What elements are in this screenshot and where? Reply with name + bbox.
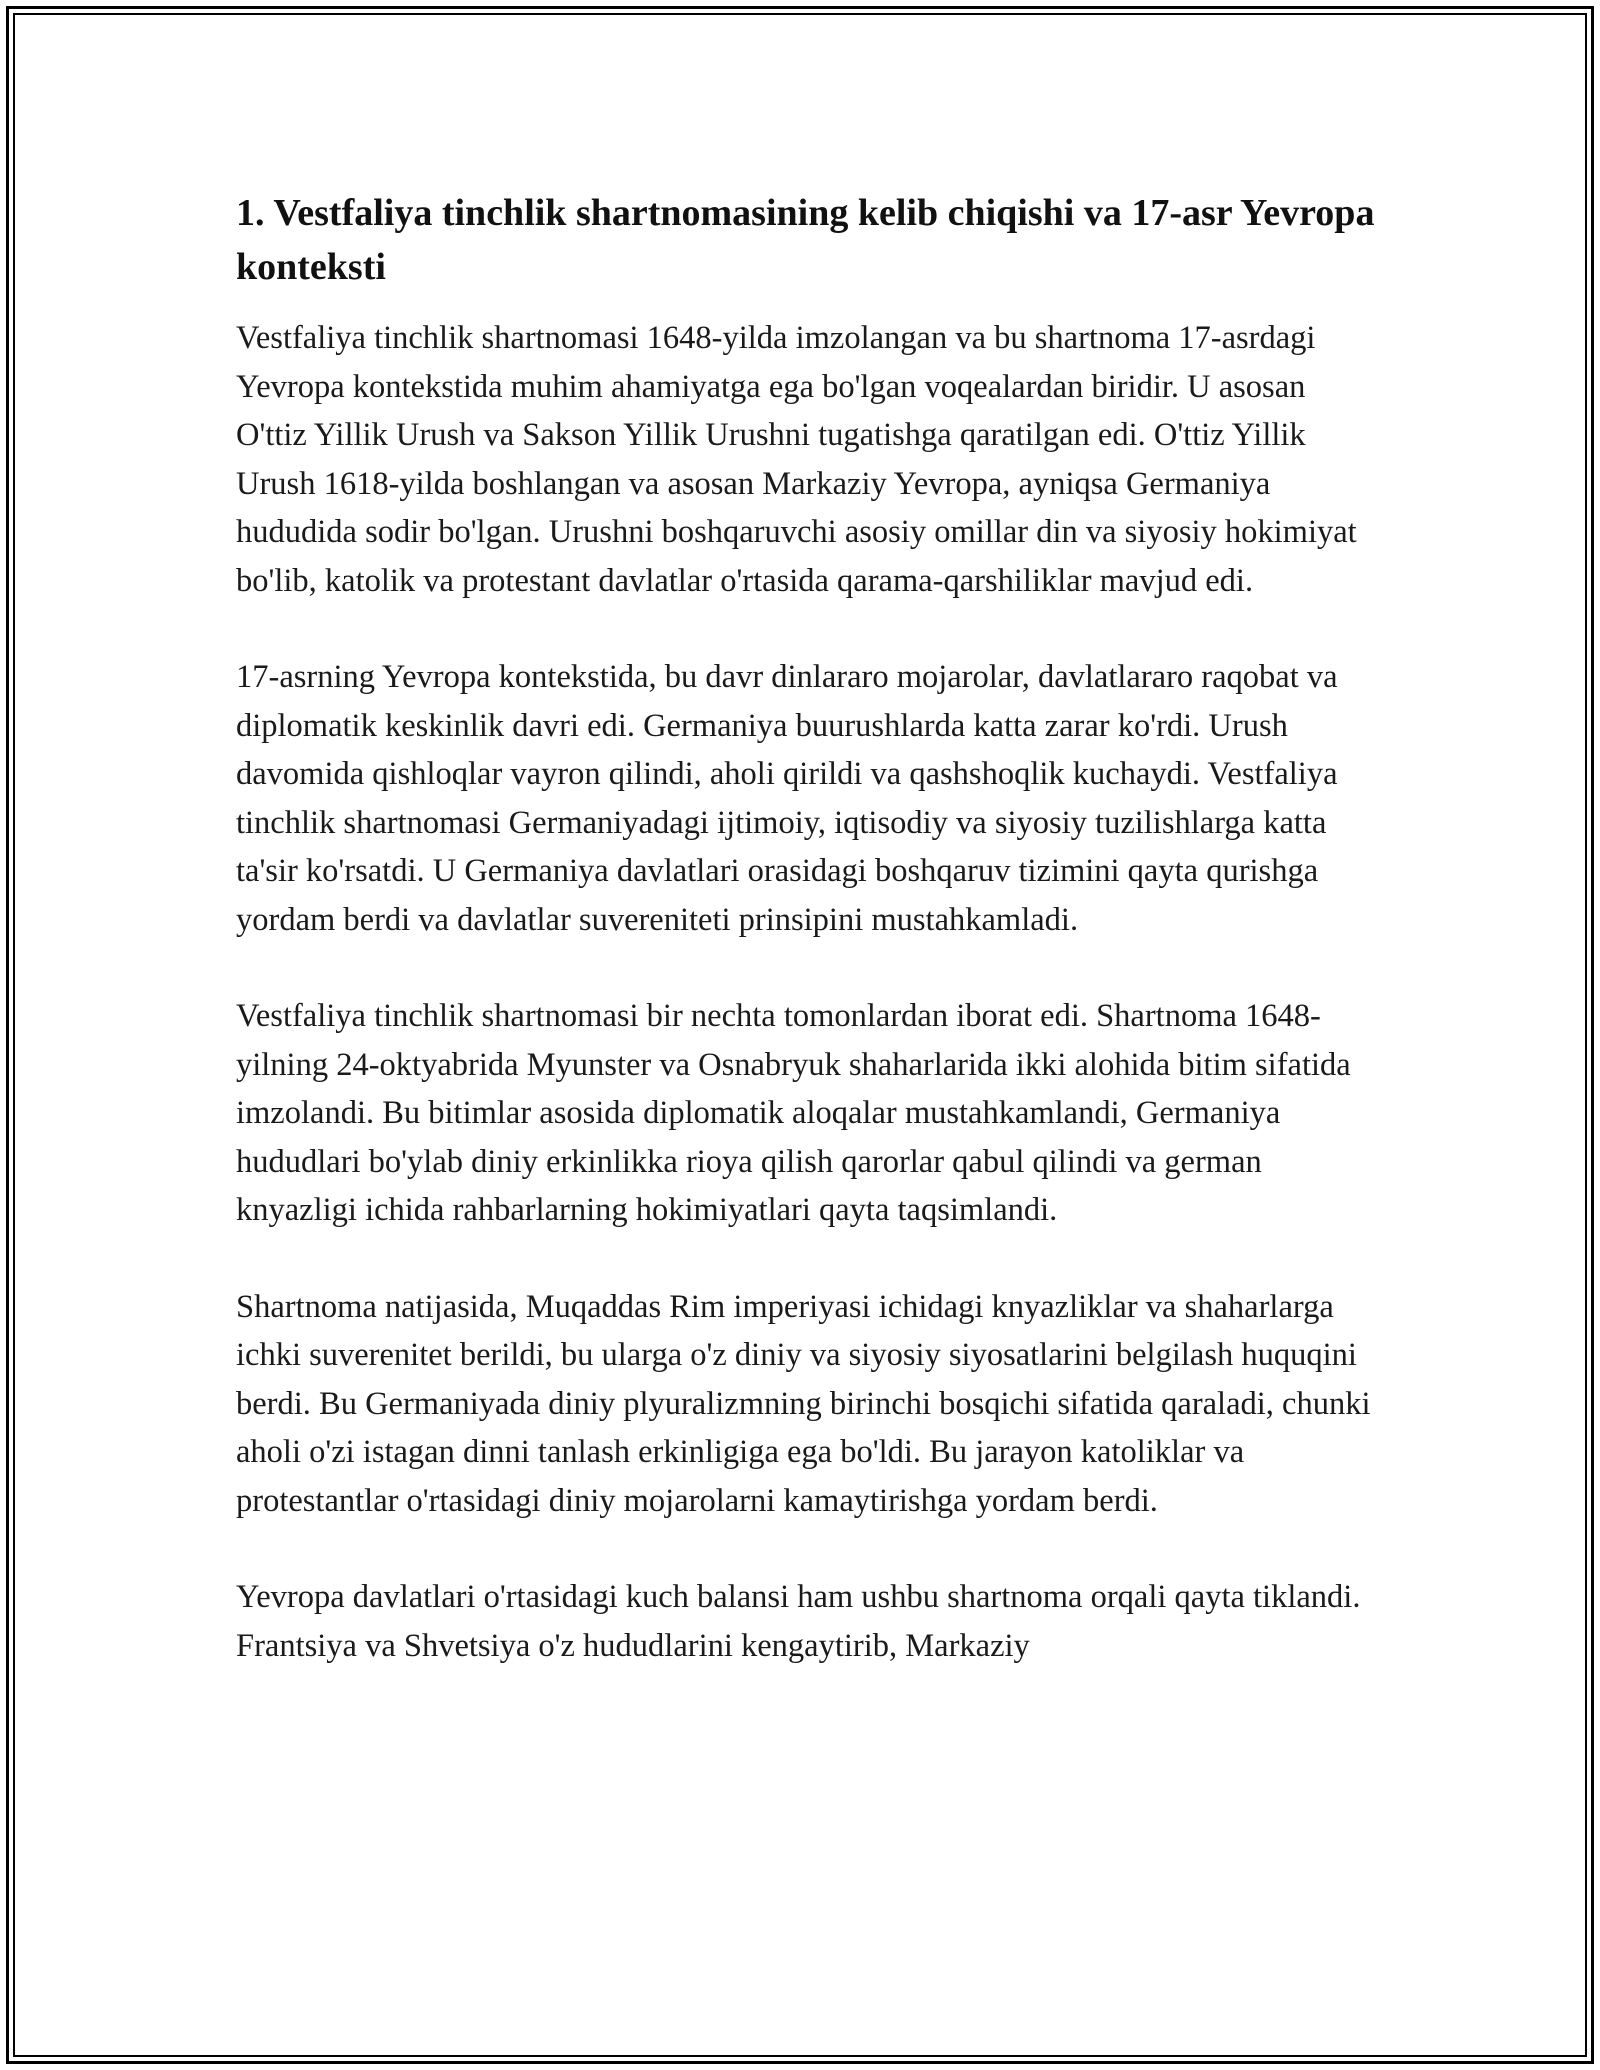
paragraph-4: Shartnoma natijasida, Muqaddas Rim imperiyasi ichidagi knyazliklar va shaharlarga ichki suverenitet berildi, bu ularga o'z diniy va siyosiy siyosatlarini belgilash huquqini berdi. Bu Germaniyada diniy plyuralizmning birinchi bosqichi sifatida qaraladi, chunki aholi o'zi istagan dinni tanlash erkinligiga ega bo'ldi. Bu jarayon katoliklar va protestantlar o'rtasidagi diniy mojarolarni kamaytirishga yordam berdi. [236, 1288, 1371, 1519]
paragraph-5: Yevropa davlatlari o'rtasidagi kuch balansi ham ushbu shartnoma orqali qayta tiklandi. Frantsiya va Shvetsiya o'z hududlarini kengaytirib, Markaziy [236, 1579, 1361, 1664]
section-heading: 1. Vestfaliya tinchlik shartnomasining kelib chiqishi va 17-asr Yevropa konteksti [236, 192, 1375, 288]
paragraph-2: 17-asrning Yevropa kontekstida, bu davr dinlararo mojarolar, davlatlararo raqobat va diplomatik keskinlik davri edi. Germaniya buurushlarda katta zarar ko'rdi. Urush davomida qishloqlar vayron qilindi, aholi qirildi va qashshoqlik kuchaydi. Vestfaliya tinchlik shartnomasi Germaniyadagi ijtimoiy, iqtisodiy va siyosiy tuzilishlarga katta ta'sir ko'rsatdi. U Germaniya davlatlari orasidagi boshqaruv tizimini qayta qurishga yordam berdi va davlatlar suvereniteti prinsipini mustahkamladi. [236, 659, 1338, 938]
paragraph-3: Vestfaliya tinchlik shartnomasi bir nechta tomonlardan iborat edi. Shartnoma 1648-yilning 24-oktyabrida Myunster va Osnabryuk shaharlarida ikki alohida bitim sifatida imzolandi. Bu bitimlar asosida diplomatik aloqalar mustahkamlandi, Germaniya hududlari bo'ylab diniy erkinlikka rioya qilish qarorlar qabul qilindi va german knyazligi ichida rahbarlarning hokimiyatlari qayta taqsimlandi. [236, 998, 1351, 1228]
paragraph-1: Vestfaliya tinchlik shartnomasi 1648-yilda imzolangan va bu shartnoma 17-asrdagi Yevropa kontekstida muhim ahamiyatga ega bo'lgan voqealardan biridir. U asosan O'ttiz Yillik Urush va Sakson Yillik Urushni tugatishga qaratilgan edi. O'ttiz Yillik Urush 1618-yilda boshlangan va asosan Markaziy Yevropa, ayniqsa Germaniya hududida sodir bo'lgan. Urushni boshqaruvchi asosiy omillar din va siyosiy hokimiyat bo'lib, katolik va protestant davlatlar o'rtasida qarama-qarshiliklar mavjud edi. [236, 320, 1357, 599]
document-body [236, 186, 1376, 1718]
